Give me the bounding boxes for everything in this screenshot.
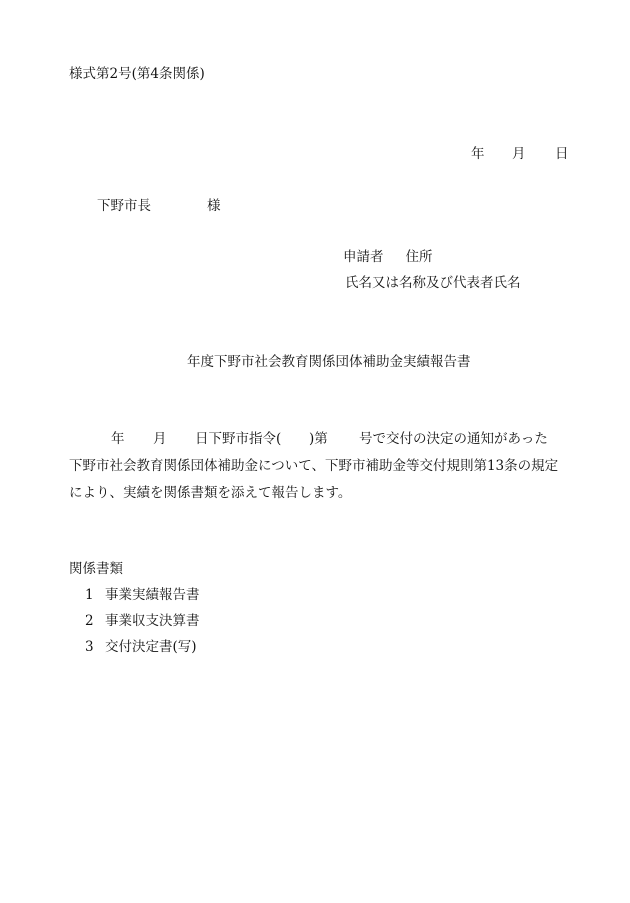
- attachment-label: 事業収支決算書: [105, 613, 200, 629]
- date-line: [471, 145, 571, 163]
- body-line-3: により、実績を関係書類を添えて報告します。: [69, 485, 352, 501]
- attachment-item: [85, 612, 200, 630]
- attachment-item: [85, 638, 197, 656]
- addressee-honorific: 様: [207, 198, 221, 214]
- applicant-label: 申請者: [343, 249, 384, 265]
- date-day: 日: [555, 146, 569, 162]
- addressee: [97, 197, 237, 215]
- attachment-label: 交付決定書(写): [105, 639, 197, 655]
- form-number: 様式第2号(第4条関係): [69, 66, 205, 82]
- attachment-number: 2: [85, 613, 94, 629]
- body-close-no: )第: [309, 431, 328, 447]
- applicant-name-label: 氏名又は名称及び代表者氏名: [345, 275, 521, 291]
- addressee-name: 下野市長: [97, 198, 151, 214]
- date-month: 月: [512, 146, 526, 162]
- applicant-address-line: [343, 248, 433, 266]
- body-line-2: 下野市社会教育関係団体補助金について、下野市補助金等交付規則第13条の規定: [69, 458, 559, 474]
- body-day-city: 日下野市指令(: [195, 431, 282, 447]
- body-year: 年: [111, 431, 125, 447]
- attachment-number: 3: [85, 639, 94, 655]
- body-rest: 号で交付の決定の通知があった: [359, 431, 548, 447]
- attachment-item: [85, 586, 200, 604]
- document-title: 年度下野市社会教育関係団体補助金実績報告書: [187, 354, 471, 370]
- attachment-number: 1: [85, 587, 94, 603]
- attachments-heading: 関係書類: [69, 561, 123, 577]
- body-month: 月: [153, 431, 167, 447]
- attachment-label: 事業実績報告書: [105, 587, 200, 603]
- date-year: 年: [471, 146, 485, 162]
- address-label: 住所: [405, 249, 433, 265]
